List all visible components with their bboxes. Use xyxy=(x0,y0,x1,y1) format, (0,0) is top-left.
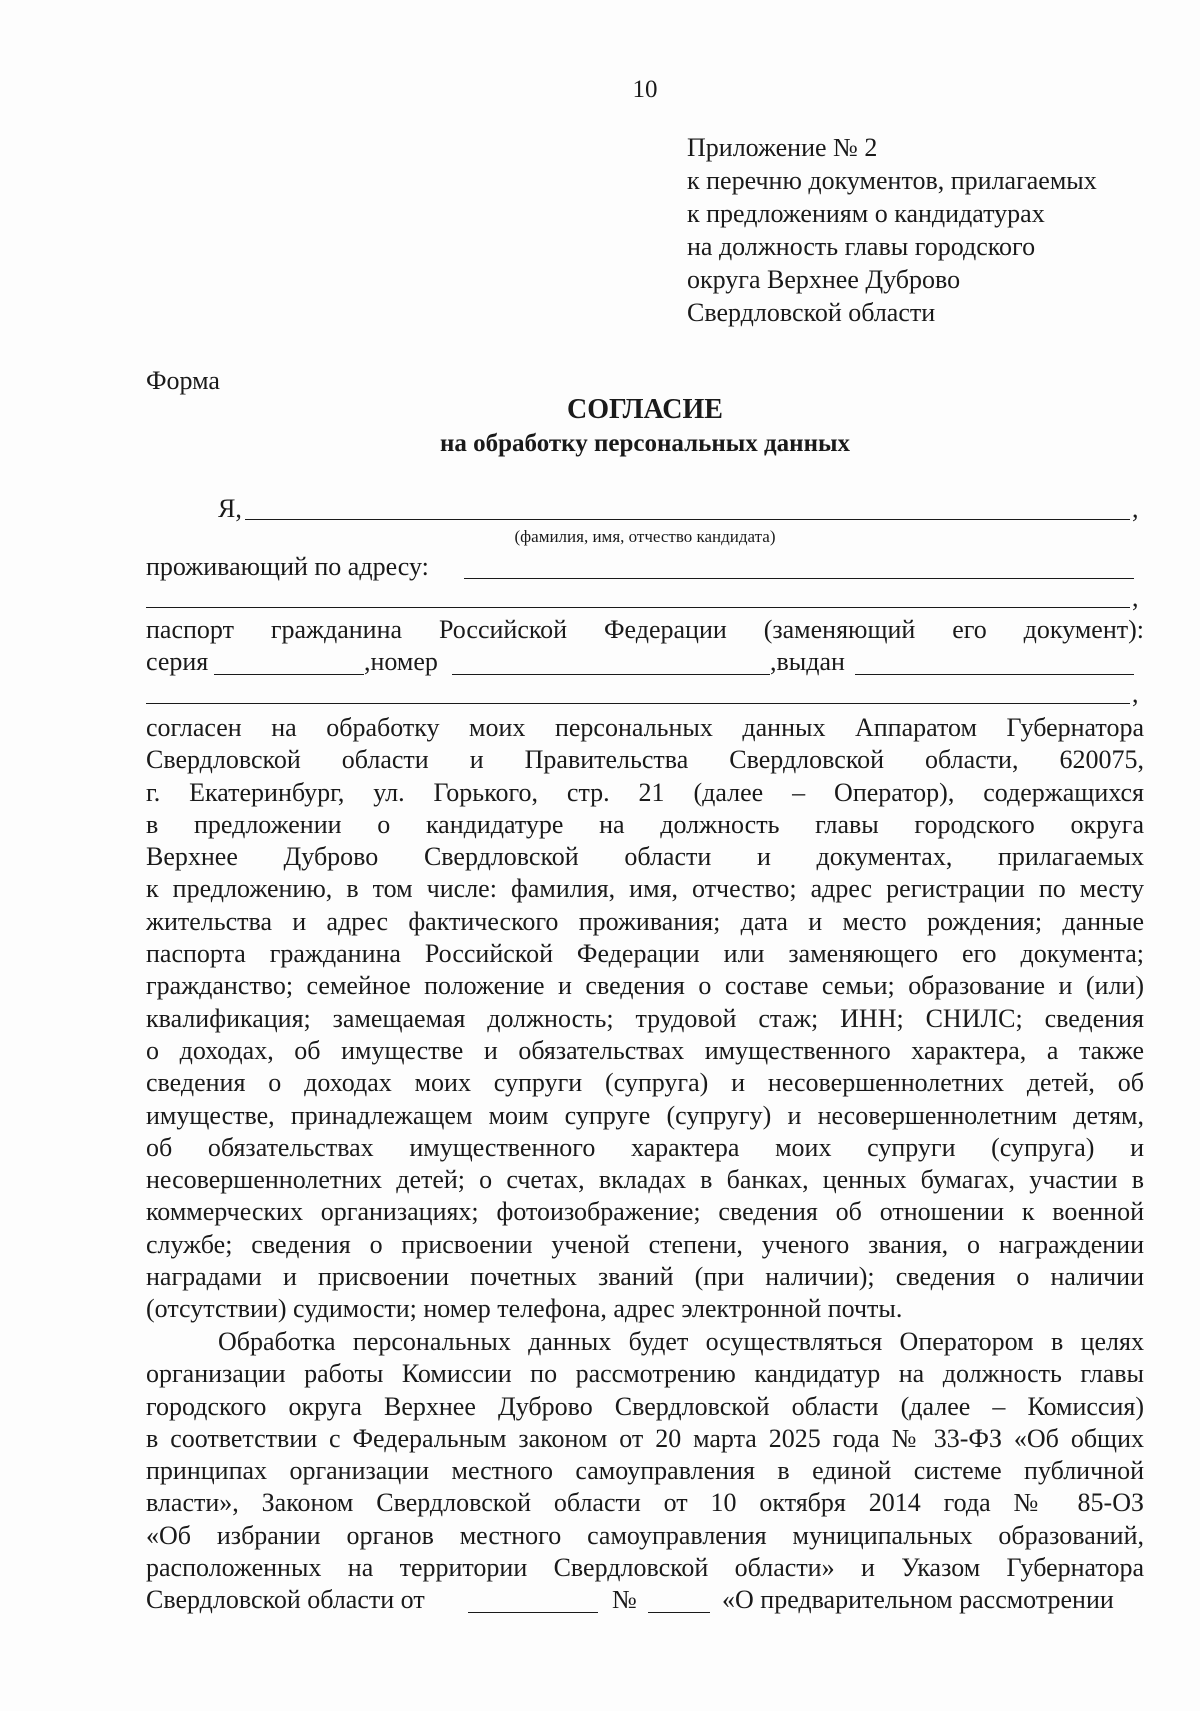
text-line: несовершеннолетних детей; о счетах, вкладах в банках, ценных бумагах, участии в xyxy=(146,1165,1144,1195)
text-line: (отсутствии) судимости; номер телефона, адрес электронной почты. xyxy=(146,1294,903,1324)
decree-date-label: Свердловской области от xyxy=(146,1585,425,1614)
processing-paragraph xyxy=(146,1326,1144,1584)
issued-label: ,выдан xyxy=(770,647,845,676)
series-label: серия xyxy=(146,647,209,676)
annex-block xyxy=(687,131,1097,329)
decree-title-start: «О предварительном рассмотрении xyxy=(722,1585,1114,1614)
issued-field-line2[interactable] xyxy=(146,703,1130,704)
number-label: ,номер xyxy=(364,647,438,676)
i-label: Я, xyxy=(218,494,242,523)
number-field[interactable] xyxy=(452,674,770,675)
name-caption: (фамилия, имя, отчество кандидата) xyxy=(514,527,776,546)
text-line: «Об избрании органов местного самоуправления муниципальных образований, xyxy=(146,1520,1144,1550)
annex-line: на должность главы городского xyxy=(687,232,1036,261)
document-subtitle: на обработку персональных данных xyxy=(440,430,850,457)
text-line: г. Екатеринбург, ул. Горького, стр. 21 (далее – Оператор), содержащихся xyxy=(146,777,1144,807)
text-line: Свердловской области и Правительства Свердловской области, 620075, xyxy=(146,745,1144,775)
text-line: организации работы Комиссии по рассмотрению кандидатур на должность главы xyxy=(146,1359,1144,1389)
text-line: Верхнее Дуброво Свердловской области и документах, прилагаемых xyxy=(146,842,1144,872)
name-field[interactable] xyxy=(245,519,1130,520)
text-line: квалификация; замещаемая должность; трудовой стаж; ИНН; СНИЛС; сведения xyxy=(146,1003,1144,1033)
series-field[interactable] xyxy=(214,674,364,675)
text-line: в соответствии с Федеральным законом от 20 марта 2025 года № 33-ФЗ «Об общих xyxy=(146,1423,1144,1453)
text-line: принципах организации местного самоуправления в единой системе публичной xyxy=(146,1456,1144,1486)
page-number: 10 xyxy=(632,76,658,103)
text-line: жительства и адрес фактического проживания; дата и место рождения; данные xyxy=(146,906,1144,936)
text-line: городского округа Верхнее Дуброво Свердловской области (далее – Комиссия) xyxy=(146,1391,1144,1421)
text-line: согласен на обработку моих персональных данных Аппаратом Губернатора xyxy=(146,713,1144,742)
text-line: сведения о доходах моих супруги (супруга) и несовершеннолетних детей, об xyxy=(146,1068,1144,1098)
text-line: о доходах, об имуществе и обязательствах имущественного характера, а также xyxy=(146,1035,1144,1065)
decree-number-label: № xyxy=(612,1585,637,1614)
decree-number-field[interactable] xyxy=(648,1612,710,1613)
text-line: власти», Законом Свердловской области от 10 октября 2014 года № 85-ОЗ xyxy=(146,1488,1144,1518)
annex-line: Свердловской области xyxy=(687,298,936,327)
consent-paragraph xyxy=(146,712,1144,1326)
text-line: гражданство; семейное положение и сведения о составе семьи; образование и (или) xyxy=(146,971,1144,1001)
issued-field[interactable] xyxy=(855,674,1134,675)
text-line: об обязательствах имущественного характера моих супруги (супруга) и xyxy=(146,1132,1144,1162)
form-label: Форма xyxy=(146,366,220,395)
annex-line: к перечню документов, прилагаемых xyxy=(687,166,1097,195)
issued-comma: , xyxy=(1132,679,1139,708)
annex-line: к предложениям о кандидатурах xyxy=(687,199,1045,228)
text-line: к предложению, в том числе: фамилия, имя, отчество; адрес регистрации по месту xyxy=(146,874,1144,904)
text-line: наградами и присвоении почетных званий (при наличии); сведения о наличии xyxy=(146,1262,1144,1292)
address-label: проживающий по адресу: xyxy=(146,552,429,581)
text-line: Обработка персональных данных будет осуществляться Оператором в целях xyxy=(218,1327,1144,1356)
address-comma: , xyxy=(1132,583,1139,612)
text-line: имуществе, принадлежащем моим супруге (супругу) и несовершеннолетним детям, xyxy=(146,1100,1144,1130)
text-line: в предложении о кандидатуре на должность главы городского округа xyxy=(146,809,1144,839)
decree-date-field[interactable] xyxy=(468,1612,598,1613)
annex-line: Приложение № 2 xyxy=(687,133,878,162)
text-line: паспорта гражданина Российской Федерации или заменяющего его документа; xyxy=(146,939,1144,969)
name-comma: , xyxy=(1132,494,1139,523)
address-field-line2[interactable] xyxy=(146,607,1130,608)
address-field[interactable] xyxy=(464,578,1134,579)
text-line: расположенных на территории Свердловской области» и Указом Губернатора xyxy=(146,1553,1144,1583)
text-line: коммерческих организациях; фотоизображение; сведения об отношении к военной xyxy=(146,1197,1144,1227)
text-line: службе; сведения о присвоении ученой степени, ученого звания, о награждении xyxy=(146,1229,1144,1259)
annex-line: округа Верхнее Дуброво xyxy=(687,265,961,294)
passport-line: паспорт гражданина Российской Федерации (заменяющий его документ): xyxy=(146,615,1144,644)
document-title: СОГЛАСИЕ xyxy=(567,394,723,425)
